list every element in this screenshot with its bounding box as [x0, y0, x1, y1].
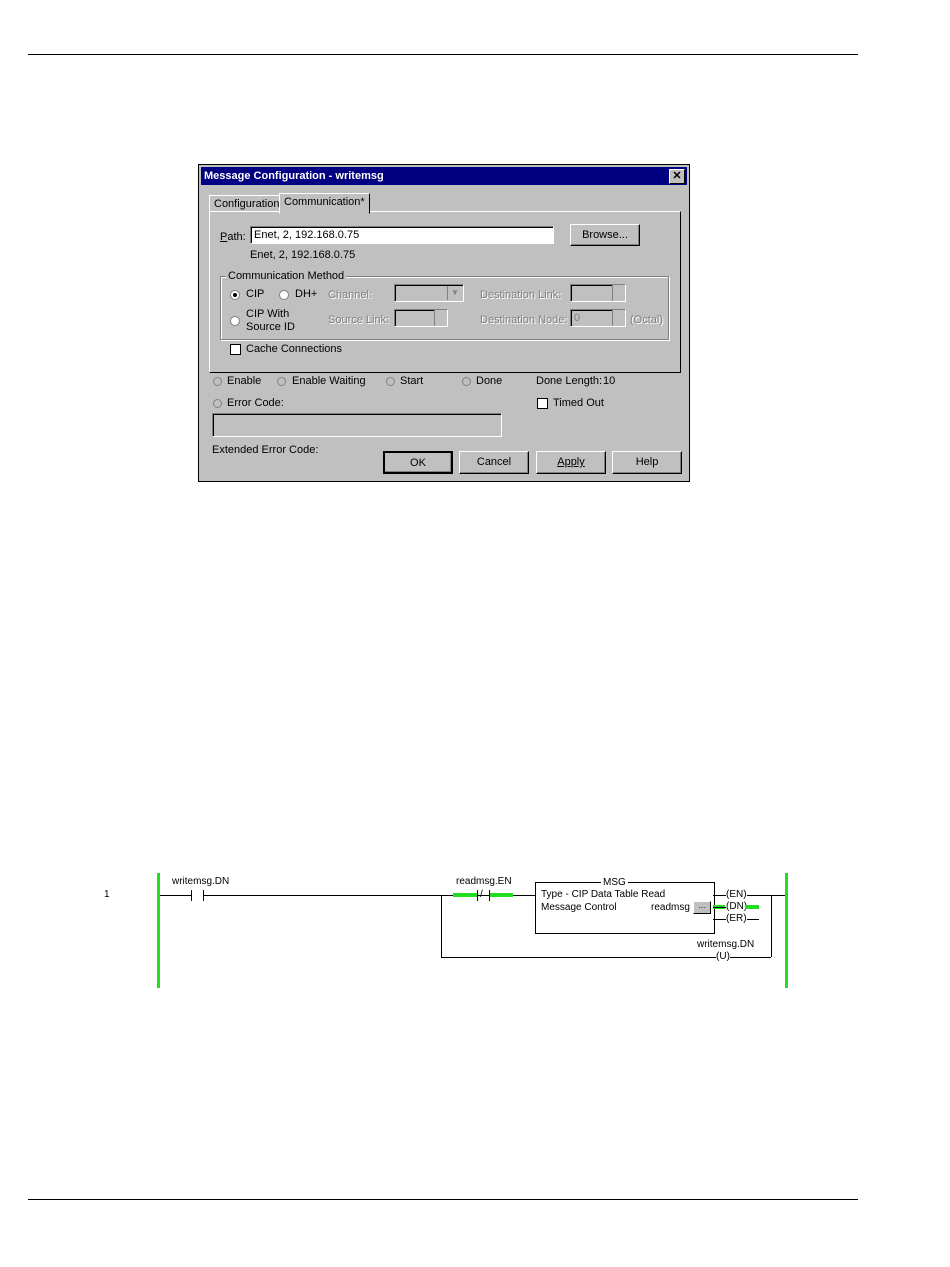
- cip-with-source-label-1: CIP With: [246, 308, 290, 320]
- message-configuration-dialog: [198, 164, 690, 482]
- dhplus-radio[interactable]: [279, 290, 289, 300]
- contact2-highlight-right: [489, 893, 513, 897]
- top-rule: [28, 54, 858, 55]
- contact2-highlight-left: [453, 893, 477, 897]
- right-power-rail: [785, 873, 788, 988]
- browse-button[interactable]: [570, 224, 640, 246]
- msg-type-line: Type - CIP Data Table Read: [541, 889, 666, 900]
- destination-node-label: Destination Node:: [480, 314, 568, 326]
- browse-label: Browse...: [582, 229, 628, 241]
- path-resolved: Enet, 2, 192.168.0.75: [250, 249, 356, 261]
- cip-with-source-label-2: Source ID: [246, 321, 295, 333]
- path-input[interactable]: [250, 226, 554, 244]
- communication-method-label: Communication Method: [228, 270, 345, 282]
- bottom-rule: [28, 1199, 858, 1200]
- done-indicator: [462, 377, 471, 386]
- chevron-down-icon: ▼: [447, 286, 462, 300]
- rung-wire-right: [771, 895, 785, 896]
- contact2-tag: readmsg.EN: [456, 876, 512, 887]
- ok-label: OK: [410, 457, 426, 469]
- done-length-value: 10: [603, 375, 616, 387]
- spinner-arrows-icon: [612, 310, 625, 326]
- cancel-button[interactable]: [459, 451, 529, 474]
- enable-indicator: [213, 377, 222, 386]
- destination-link-spinner[interactable]: [570, 284, 626, 302]
- communication-panel: [209, 211, 681, 373]
- tab-communication[interactable]: [279, 193, 370, 214]
- cache-connections-checkbox[interactable]: [230, 344, 241, 355]
- apply-button[interactable]: [536, 451, 606, 474]
- error-code-label: Error Code:: [227, 397, 284, 409]
- tab-label: Configuration: [214, 198, 280, 210]
- msg-control-label: Message Control: [541, 902, 617, 913]
- extended-error-label: Extended Error Code:: [212, 444, 319, 456]
- cip-label: CIP: [246, 288, 265, 300]
- source-link-spinner[interactable]: [394, 309, 448, 327]
- start-indicator: [386, 377, 395, 386]
- error-code-indicator: [213, 399, 222, 408]
- rung-wire: [160, 895, 180, 896]
- msg-control-tag: readmsg: [651, 902, 690, 913]
- octal-label: (Octal): [630, 314, 663, 326]
- left-power-rail: [157, 873, 160, 988]
- done-length-label: Done Length:: [536, 375, 603, 387]
- contact1-tag: writemsg.DN: [172, 876, 230, 887]
- output-dn: (DN: [726, 901, 747, 912]
- msg-ellipsis-button[interactable]: ...: [693, 901, 711, 914]
- title-bar: [201, 167, 687, 185]
- timed-out-label: Timed Out: [553, 397, 604, 409]
- destination-link-label: Destination Link:: [480, 289, 562, 301]
- contact1-left-bar: [191, 890, 192, 901]
- contact2-left-bar: [477, 890, 478, 901]
- done-label: Done: [476, 375, 503, 387]
- ok-button[interactable]: [383, 451, 453, 474]
- msg-instruction-block[interactable]: [535, 877, 715, 934]
- contact2-right-bar: [489, 890, 490, 901]
- unlatch-coil: (U): [716, 951, 730, 962]
- contact2-slash: /: [480, 889, 483, 900]
- cip-with-source-radio[interactable]: [230, 316, 240, 326]
- channel-select[interactable]: [394, 284, 464, 302]
- output-en: (EN): [726, 889, 747, 900]
- close-icon[interactable]: ✕: [669, 169, 685, 184]
- dhplus-label: DH+: [295, 288, 318, 300]
- enable-waiting-label: Enable Waiting: [292, 375, 366, 387]
- destination-node-spinner[interactable]: [570, 309, 626, 327]
- branch-left: [441, 895, 442, 957]
- cancel-label: Cancel: [476, 456, 512, 468]
- timed-out-checkbox[interactable]: [537, 398, 548, 409]
- cip-radio[interactable]: [230, 290, 240, 300]
- cache-connections-label: Cache Connections: [246, 343, 343, 355]
- output-dn-highlight-right: [745, 905, 759, 909]
- unlatch-tag: writemsg.DN: [697, 939, 755, 950]
- output-er: (ER): [726, 913, 747, 924]
- enable-label: Enable: [227, 375, 262, 387]
- rung-wire: [203, 895, 441, 896]
- help-button[interactable]: [612, 451, 682, 474]
- destination-node-value: 0: [574, 312, 581, 324]
- tab-label: Communication*: [284, 196, 365, 208]
- channel-label: Channel:: [328, 289, 373, 301]
- enable-waiting-indicator: [277, 377, 286, 386]
- msg-title: MSG: [603, 877, 626, 888]
- apply-label: Apply: [557, 456, 585, 468]
- spinner-arrows-icon: [434, 310, 447, 326]
- contact1-lead-left: [180, 895, 191, 896]
- dialog-title: Message Configuration - writemsg: [204, 170, 384, 182]
- rung-number: 1: [104, 889, 110, 900]
- path-value: Enet, 2, 192.168.0.75: [254, 229, 360, 241]
- error-code-field: [212, 413, 502, 437]
- start-label: Start: [400, 375, 424, 387]
- source-link-label: Source Link:: [328, 314, 390, 326]
- help-label: Help: [635, 456, 659, 468]
- path-label: Path:: [220, 231, 246, 243]
- spinner-arrows-icon: [612, 285, 625, 301]
- branch-right: [771, 895, 772, 957]
